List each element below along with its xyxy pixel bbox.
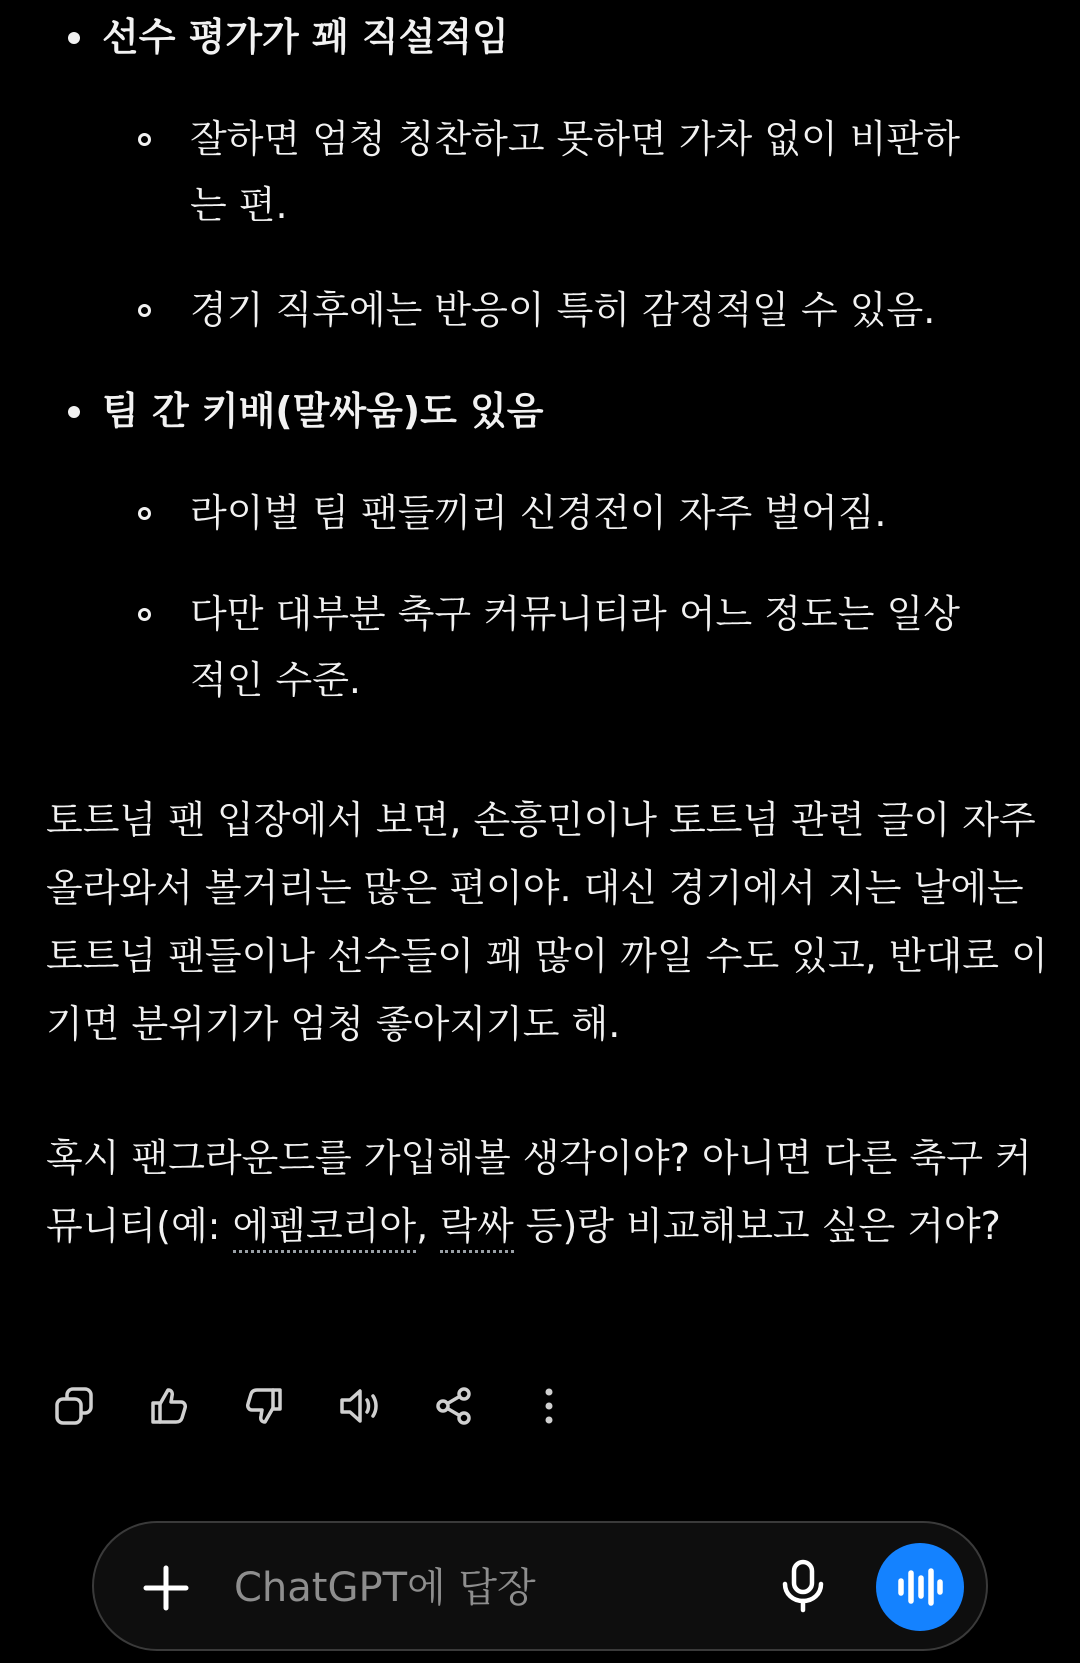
more-button[interactable] <box>519 1376 579 1436</box>
question-text: 혹시 팬그라운드를 가입해볼 생각이야? 아니면 다른 축구 커뮤니티(예: <box>46 1136 1032 1248</box>
bullet-title: 선수 평가가 꽤 직설적임 <box>102 15 509 59</box>
microphone-icon <box>779 1559 827 1613</box>
share-icon <box>432 1384 476 1428</box>
question-text: , <box>416 1204 441 1248</box>
read-aloud-button[interactable] <box>329 1376 389 1436</box>
question-text: 등)랑 비교해보고 싶은 거야? <box>513 1204 1001 1248</box>
message-paragraph: 토트넘 팬 입장에서 보면, 손흥민이나 토트넘 관련 글이 자주 올라와서 볼거리는 많은 편이야. 대신 경기에서 지는 날에는 토트넘 팬들이나 선수들이 꽤 많이 까일 수도 있고, 반대로 이기면 분위기가 엄청 좋아지기도 해. <box>46 798 1048 1046</box>
message-composer <box>92 1521 988 1651</box>
plus-icon <box>140 1562 192 1614</box>
community-link-fmkorea[interactable]: 에펨코리아 <box>233 1204 417 1253</box>
message-input[interactable] <box>234 1556 704 1620</box>
add-attachment-button[interactable] <box>134 1556 198 1620</box>
sub-bullet-circle <box>138 304 151 317</box>
sub-bullet-text: 다만 대부분 축구 커뮤니티라 어느 정도는 일상적인 수준. <box>190 592 960 702</box>
thumbs-down-icon <box>242 1384 286 1428</box>
sub-bullet-text: 잘하면 엄청 칭찬하고 못하면 가차 없이 비판하는 편. <box>190 117 960 227</box>
speaker-icon <box>337 1384 381 1428</box>
sub-bullet-text: 경기 직후에는 반응이 특히 감정적일 수 있음. <box>190 288 936 332</box>
sub-bullet-circle <box>138 507 151 520</box>
copy-icon <box>52 1384 96 1428</box>
copy-button[interactable] <box>44 1376 104 1436</box>
community-link-laksa[interactable]: 락싸 <box>440 1204 513 1253</box>
sub-bullet-circle <box>138 133 151 146</box>
sub-bullet-text: 라이벌 팀 팬들끼리 신경전이 자주 벌어짐. <box>190 491 887 535</box>
sub-bullet-circle <box>138 608 151 621</box>
bullet-dot <box>68 32 80 44</box>
more-vertical-icon <box>527 1384 571 1428</box>
bullet-title: 팀 간 키배(말싸움)도 있음 <box>102 389 544 433</box>
voice-mode-button[interactable] <box>876 1543 964 1631</box>
bullet-dot <box>68 406 80 418</box>
share-button[interactable] <box>424 1376 484 1436</box>
message-question <box>46 1124 1056 1260</box>
dictation-button[interactable] <box>770 1553 836 1619</box>
dislike-button[interactable] <box>234 1376 294 1436</box>
message-actions-toolbar <box>44 1376 614 1436</box>
like-button[interactable] <box>139 1376 199 1436</box>
voice-waveform-icon <box>895 1565 945 1609</box>
thumbs-up-icon <box>147 1384 191 1428</box>
